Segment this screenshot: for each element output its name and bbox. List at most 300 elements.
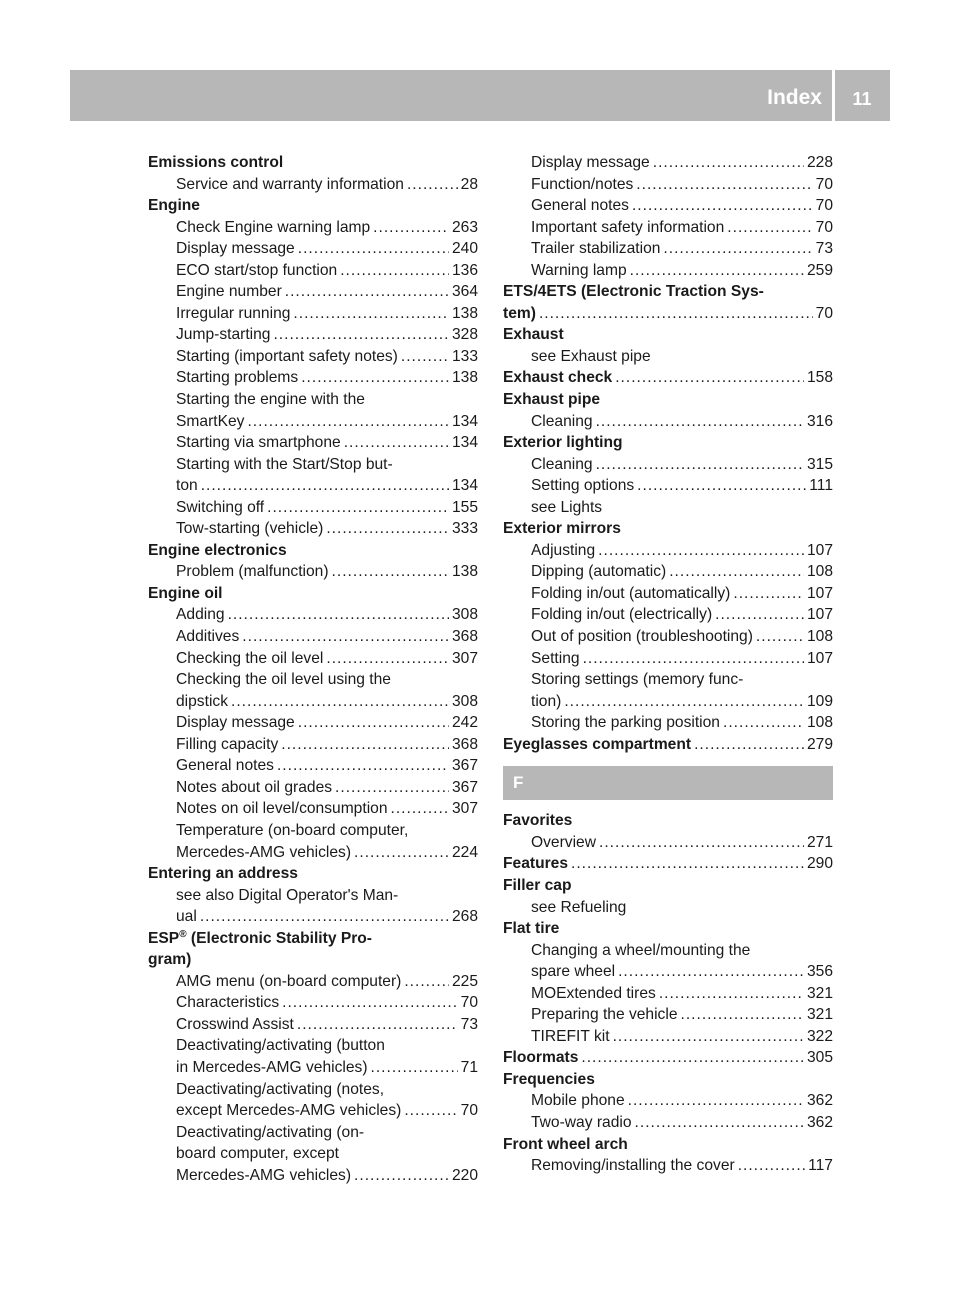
entry-label: Removing/installing the cover	[531, 1157, 735, 1175]
entry-label: Exhaust check	[503, 369, 613, 387]
dot-leader	[583, 648, 804, 670]
entry-label: Setting	[531, 649, 580, 667]
entry-label: Exterior lighting	[503, 434, 623, 452]
dot-leader	[733, 583, 804, 605]
dot-leader	[598, 540, 804, 562]
page-reference[interactable]: 308	[451, 606, 478, 624]
dot-leader	[596, 454, 804, 476]
page-reference[interactable]: 28	[460, 175, 478, 193]
entry-label: Function/notes	[531, 175, 634, 193]
page-reference[interactable]: 279	[806, 735, 833, 753]
dot-leader	[669, 561, 804, 583]
index-subentry[interactable]	[148, 712, 478, 734]
dot-leader	[727, 217, 812, 239]
entry-label: spare wheel	[531, 963, 616, 981]
page-reference[interactable]: 368	[451, 628, 478, 646]
index-entry	[503, 389, 833, 411]
page-reference[interactable]: 109	[806, 692, 833, 710]
page-reference[interactable]: 271	[806, 833, 833, 851]
entry-label: SmartKey	[176, 412, 245, 430]
page-reference[interactable]: 224	[451, 843, 478, 861]
dot-leader	[344, 432, 449, 454]
entry-label: Entering an address	[148, 865, 298, 883]
page-reference[interactable]: 108	[806, 714, 833, 732]
index-subentry[interactable]	[148, 281, 478, 303]
entry-label: Temperature (on-board computer,	[176, 821, 409, 839]
page-reference[interactable]: 158	[806, 369, 833, 387]
entry-label: Storing settings (memory func-	[531, 671, 744, 689]
dot-leader	[599, 832, 804, 854]
index-subentry[interactable]	[148, 971, 478, 993]
index-subentry[interactable]	[148, 755, 478, 777]
entry-label: Trailer stabilization	[531, 240, 661, 258]
index-column-right	[503, 152, 833, 1177]
dot-leader	[301, 367, 449, 389]
entry-label: Notes about oil grades	[176, 778, 333, 796]
index-entry	[148, 540, 478, 562]
page-reference[interactable]: 117	[808, 1157, 833, 1175]
entry-label: Check Engine warning lamp	[176, 218, 371, 236]
index-subentry[interactable]	[148, 777, 478, 799]
index-subentry[interactable]	[503, 540, 833, 562]
page-reference[interactable]: 134	[451, 434, 478, 452]
index-entry	[503, 281, 833, 303]
entry-label: Jump-starting	[176, 326, 271, 344]
dot-leader	[231, 691, 449, 713]
letter-section-header: F	[503, 766, 833, 800]
page-reference[interactable]: 134	[451, 412, 478, 430]
entry-label: Adjusting	[531, 541, 596, 559]
index-entry[interactable]	[503, 303, 833, 325]
page-reference[interactable]: 70	[460, 1102, 478, 1120]
index-subentry	[148, 1035, 478, 1057]
entry-label: Checking the oil level using the	[176, 671, 391, 689]
index-subentry	[148, 454, 478, 476]
dot-leader	[596, 411, 804, 433]
entry-label: Display message	[176, 714, 295, 732]
entry-label: Important safety information	[531, 218, 725, 236]
index-subentry[interactable]	[148, 604, 478, 626]
index-entry[interactable]	[503, 853, 833, 875]
index-subentry[interactable]	[503, 583, 833, 605]
page-reference[interactable]: 220	[451, 1166, 478, 1184]
index-subentry[interactable]	[503, 691, 833, 713]
entry-label: Filling capacity	[176, 735, 279, 753]
index-entry	[503, 1134, 833, 1156]
entry-label: Starting problems	[176, 369, 299, 387]
dot-leader	[373, 217, 449, 239]
page-reference[interactable]: 268	[451, 908, 478, 926]
index-subentry	[148, 820, 478, 842]
entry-label: TIREFIT kit	[531, 1027, 610, 1045]
dot-leader	[354, 1165, 449, 1187]
entry-label: Folding in/out (electrically)	[531, 606, 713, 624]
index-subentry[interactable]	[503, 626, 833, 648]
dot-leader	[630, 260, 804, 282]
index-subentry[interactable]	[503, 961, 833, 983]
index-subentry[interactable]	[503, 648, 833, 670]
index-subentry[interactable]	[148, 260, 478, 282]
dot-leader	[281, 734, 449, 756]
entry-label: see also Digital Operator's Man-	[176, 886, 399, 904]
dot-leader	[326, 518, 449, 540]
index-subentry[interactable]	[148, 1165, 478, 1187]
page-reference[interactable]: 321	[806, 984, 833, 1002]
entry-label: Folding in/out (automatically)	[531, 584, 731, 602]
entry-label: Display message	[176, 240, 295, 258]
dot-leader	[653, 152, 804, 174]
page-reference[interactable]: 259	[806, 261, 833, 279]
dot-leader	[335, 777, 449, 799]
entry-label: Mobile phone	[531, 1092, 625, 1110]
index-entry[interactable]	[503, 1047, 833, 1069]
index-subentry[interactable]	[148, 734, 478, 756]
entry-label: Eyeglasses compartment	[503, 735, 692, 753]
index-entry	[503, 518, 833, 540]
index-subentry[interactable]	[148, 303, 478, 325]
entry-label: Frequencies	[503, 1070, 595, 1088]
index-subentry[interactable]	[148, 432, 478, 454]
index-subentry[interactable]	[503, 411, 833, 433]
index-entry	[148, 863, 478, 885]
index-subentry[interactable]	[503, 604, 833, 626]
index-subentry[interactable]	[503, 712, 833, 734]
index-entry	[503, 875, 833, 897]
entry-label: Exhaust pipe	[503, 391, 601, 409]
page-reference[interactable]: 70	[815, 197, 833, 215]
index-subentry[interactable]	[503, 1004, 833, 1026]
index-subentry	[503, 497, 833, 519]
page-reference[interactable]: 134	[451, 477, 478, 495]
dot-leader	[659, 983, 804, 1005]
index-subentry[interactable]	[148, 497, 478, 519]
page-reference[interactable]: 316	[806, 412, 833, 430]
page-reference[interactable]: 368	[451, 735, 478, 753]
entry-label: dipstick	[176, 692, 228, 710]
dot-leader	[581, 1047, 804, 1069]
page-reference[interactable]: 362	[806, 1113, 833, 1131]
index-subentry[interactable]	[503, 238, 833, 260]
index-subentry[interactable]	[503, 1090, 833, 1112]
index-subentry[interactable]	[503, 174, 833, 196]
page-reference[interactable]: 367	[451, 757, 478, 775]
entry-label: tion)	[531, 692, 562, 710]
entry-label: Display message	[531, 154, 650, 171]
entry-label: Filler cap	[503, 876, 572, 894]
dot-leader	[200, 906, 449, 928]
entry-label: Starting the engine with the	[176, 391, 365, 409]
dot-leader	[694, 734, 804, 756]
page-reference[interactable]: 242	[451, 714, 478, 732]
dot-leader	[201, 475, 449, 497]
page-reference[interactable]: 362	[806, 1092, 833, 1110]
dot-leader	[756, 626, 804, 648]
index-subentry[interactable]	[148, 518, 478, 540]
entry-label: Problem (malfunction)	[176, 563, 329, 581]
entry-label: Crosswind Assist	[176, 1015, 294, 1033]
page-reference[interactable]: 138	[451, 563, 478, 581]
entry-label: tem)	[503, 304, 536, 322]
index-entry	[503, 1069, 833, 1091]
entry-label: gram)	[148, 951, 192, 969]
dot-leader	[539, 303, 813, 325]
dot-leader	[615, 367, 804, 389]
index-subentry[interactable]	[503, 1112, 833, 1134]
entry-label: Setting options	[531, 477, 635, 495]
index-entry[interactable]	[503, 367, 833, 389]
entry-label: AMG menu (on-board computer)	[176, 972, 402, 990]
index-entry	[503, 432, 833, 454]
entry-label: Engine electronics	[148, 541, 287, 559]
entry-label: Dipping (automatic)	[531, 563, 667, 581]
index-entry	[503, 324, 833, 346]
entry-label: ESP® (Electronic Stability Pro-	[148, 928, 373, 947]
entry-label: Cleaning	[531, 455, 593, 473]
index-subentry[interactable]	[148, 1057, 478, 1079]
index-entry	[148, 928, 478, 950]
page-reference[interactable]: 111	[809, 477, 833, 495]
page-reference[interactable]: 107	[806, 541, 833, 559]
page-reference[interactable]: 70	[815, 304, 833, 322]
page-reference[interactable]: 71	[460, 1058, 478, 1076]
dot-leader	[635, 1112, 804, 1134]
dot-leader	[277, 755, 449, 777]
page-reference[interactable]: 70	[460, 994, 478, 1012]
entry-label: General notes	[531, 197, 629, 215]
entry-label: MOExtended tires	[531, 984, 656, 1002]
page-reference[interactable]: 225	[451, 972, 478, 990]
index-subentry[interactable]	[148, 346, 478, 368]
entry-label: Exhaust	[503, 326, 564, 344]
dot-leader	[404, 971, 449, 993]
index-entry	[148, 949, 478, 971]
page-reference[interactable]: 155	[451, 498, 478, 516]
dot-leader	[242, 626, 449, 648]
entry-label: Deactivating/activating (notes,	[176, 1080, 385, 1098]
page-reference[interactable]: 364	[451, 283, 478, 301]
index-subentry[interactable]	[148, 174, 478, 196]
entry-label: Mercedes-AMG vehicles)	[176, 1166, 352, 1184]
dot-leader	[332, 561, 449, 583]
dot-leader	[340, 260, 449, 282]
page-reference[interactable]: 107	[806, 649, 833, 667]
index-subentry	[503, 940, 833, 962]
entry-label: Preparing the vehicle	[531, 1006, 678, 1024]
page-reference[interactable]: 107	[806, 606, 833, 624]
dot-leader	[282, 992, 458, 1014]
dot-leader	[401, 346, 449, 368]
entry-label: Engine oil	[148, 584, 223, 602]
index-entry	[503, 918, 833, 940]
page-reference[interactable]: 290	[806, 855, 833, 873]
entry-label: except Mercedes-AMG vehicles)	[176, 1102, 402, 1120]
page-reference[interactable]: 108	[806, 563, 833, 581]
entry-label: board computer, except	[176, 1145, 339, 1163]
index-subentry[interactable]	[148, 992, 478, 1014]
dot-leader	[618, 961, 804, 983]
entry-label: Engine	[148, 197, 200, 215]
page-reference[interactable]: 307	[451, 800, 478, 818]
entry-label: Irregular running	[176, 304, 291, 322]
entry-label: Deactivating/activating (button	[176, 1037, 385, 1055]
index-subentry[interactable]	[148, 411, 478, 433]
page-reference[interactable]: 70	[815, 218, 833, 236]
entry-label: Starting with the Start/Stop but-	[176, 455, 393, 473]
page-reference[interactable]: 356	[806, 963, 833, 981]
index-column-left	[148, 152, 478, 1186]
entry-label: ETS/4ETS (Electronic Traction Sys-	[503, 283, 764, 301]
page-number: 11	[852, 89, 872, 109]
entry-label: Checking the oil level	[176, 649, 324, 667]
index-subentry	[148, 1122, 478, 1144]
page-reference[interactable]: 108	[806, 628, 833, 646]
index-subentry	[503, 897, 833, 919]
entry-label: ECO start/stop function	[176, 261, 338, 279]
dot-leader	[681, 1004, 804, 1026]
index-subentry[interactable]	[148, 324, 478, 346]
dot-leader	[391, 798, 449, 820]
page-reference[interactable]: 315	[806, 455, 833, 473]
index-subentry[interactable]	[503, 832, 833, 854]
index-subentry[interactable]	[503, 454, 833, 476]
dot-leader	[371, 1057, 458, 1079]
page-reference[interactable]: 308	[451, 692, 478, 710]
index-subentry[interactable]	[148, 648, 478, 670]
index-subentry[interactable]	[148, 626, 478, 648]
entry-label: Changing a wheel/mounting the	[531, 941, 751, 959]
entry-label: Favorites	[503, 812, 573, 830]
dot-leader	[273, 324, 449, 346]
entry-label: see Refueling	[531, 898, 627, 916]
entry-label: ual	[176, 908, 197, 926]
entry-label: Two-way radio	[531, 1113, 632, 1131]
index-subentry[interactable]	[148, 238, 478, 260]
entry-label: see Exhaust pipe	[531, 347, 651, 365]
index-entry	[148, 152, 478, 174]
entry-label: ton	[176, 477, 198, 495]
index-subentry[interactable]	[503, 561, 833, 583]
page-reference[interactable]: 138	[451, 304, 478, 322]
entry-label: Service and warranty information	[176, 175, 404, 193]
dot-leader	[636, 174, 812, 196]
index-entry	[148, 195, 478, 217]
dot-leader	[738, 1155, 805, 1177]
index-subentry[interactable]	[148, 367, 478, 389]
page-reference[interactable]: 138	[451, 369, 478, 387]
dot-leader	[613, 1026, 804, 1048]
entry-label: Floormats	[503, 1049, 579, 1067]
page-reference[interactable]: 367	[451, 778, 478, 796]
index-subentry	[148, 389, 478, 411]
index-subentry[interactable]	[503, 260, 833, 282]
index-subentry[interactable]	[148, 691, 478, 713]
page-reference[interactable]: 136	[451, 261, 478, 279]
dot-leader	[723, 712, 804, 734]
page-reference[interactable]: 240	[451, 240, 478, 258]
index-subentry[interactable]	[503, 475, 833, 497]
entry-label: Out of position (troubleshooting)	[531, 628, 753, 646]
entry-label: Additives	[176, 628, 240, 646]
entry-label: Exterior mirrors	[503, 520, 621, 538]
page-reference[interactable]: 228	[806, 154, 833, 171]
index-subentry[interactable]	[148, 475, 478, 497]
index-subentry[interactable]	[503, 195, 833, 217]
dot-leader	[571, 853, 804, 875]
page-reference[interactable]: 107	[806, 584, 833, 602]
entry-label: see Lights	[531, 498, 603, 516]
index-subentry[interactable]	[148, 217, 478, 239]
entry-label: Front wheel arch	[503, 1135, 628, 1153]
index-subentry	[503, 346, 833, 368]
entry-label: Switching off	[176, 498, 265, 516]
header-divider	[832, 70, 835, 121]
dot-leader	[354, 842, 449, 864]
index-subentry[interactable]	[503, 983, 833, 1005]
page-reference[interactable]: 70	[815, 175, 833, 193]
entry-label: Starting via smartphone	[176, 434, 341, 452]
index-subentry[interactable]	[148, 561, 478, 583]
entry-label: in Mercedes-AMG vehicles)	[176, 1058, 368, 1076]
entry-label: Engine number	[176, 283, 282, 301]
entry-label: General notes	[176, 757, 274, 775]
dot-leader	[637, 475, 806, 497]
index-subentry[interactable]	[148, 1014, 478, 1036]
index-subentry[interactable]	[148, 906, 478, 928]
entry-label: Mercedes-AMG vehicles)	[176, 843, 352, 861]
dot-leader	[326, 648, 449, 670]
index-subentry[interactable]	[503, 217, 833, 239]
entry-label: Overview	[531, 833, 596, 851]
page-reference[interactable]: 333	[451, 520, 478, 538]
index-subentry[interactable]	[503, 1155, 833, 1177]
index-subentry[interactable]	[503, 1026, 833, 1048]
index-subentry[interactable]	[148, 798, 478, 820]
entry-label: Adding	[176, 606, 225, 624]
page-reference[interactable]: 133	[451, 347, 478, 365]
index-subentry[interactable]	[148, 842, 478, 864]
page-reference[interactable]: 73	[460, 1015, 478, 1033]
page-reference[interactable]: 307	[451, 649, 478, 667]
entry-label: Cleaning	[531, 412, 593, 430]
dot-leader	[228, 604, 449, 626]
page-reference[interactable]: 322	[806, 1027, 833, 1045]
index-subentry	[148, 1079, 478, 1101]
page-reference[interactable]: 305	[806, 1049, 833, 1067]
index-entry[interactable]	[503, 734, 833, 756]
page-reference[interactable]: 263	[451, 218, 478, 236]
index-subentry[interactable]	[148, 1100, 478, 1122]
index-subentry	[148, 1143, 478, 1165]
index-subentry[interactable]	[503, 152, 833, 174]
dot-leader	[297, 1014, 458, 1036]
index-subentry	[148, 885, 478, 907]
index-subentry	[503, 669, 833, 691]
page-reference[interactable]: 328	[451, 326, 478, 344]
dot-leader	[247, 411, 449, 433]
index-subentry	[148, 669, 478, 691]
page-reference[interactable]: 73	[815, 240, 833, 258]
entry-label: Notes on oil level/consumption	[176, 800, 388, 818]
index-entry	[148, 583, 478, 605]
dot-leader	[407, 174, 458, 196]
dot-leader	[285, 281, 449, 303]
dot-leader	[267, 497, 449, 519]
entry-label: Starting (important safety notes)	[176, 347, 398, 365]
entry-label: Warning lamp	[531, 261, 627, 279]
page-reference[interactable]: 321	[806, 1006, 833, 1024]
section-title: Index	[767, 86, 822, 109]
entry-label: Flat tire	[503, 920, 560, 938]
